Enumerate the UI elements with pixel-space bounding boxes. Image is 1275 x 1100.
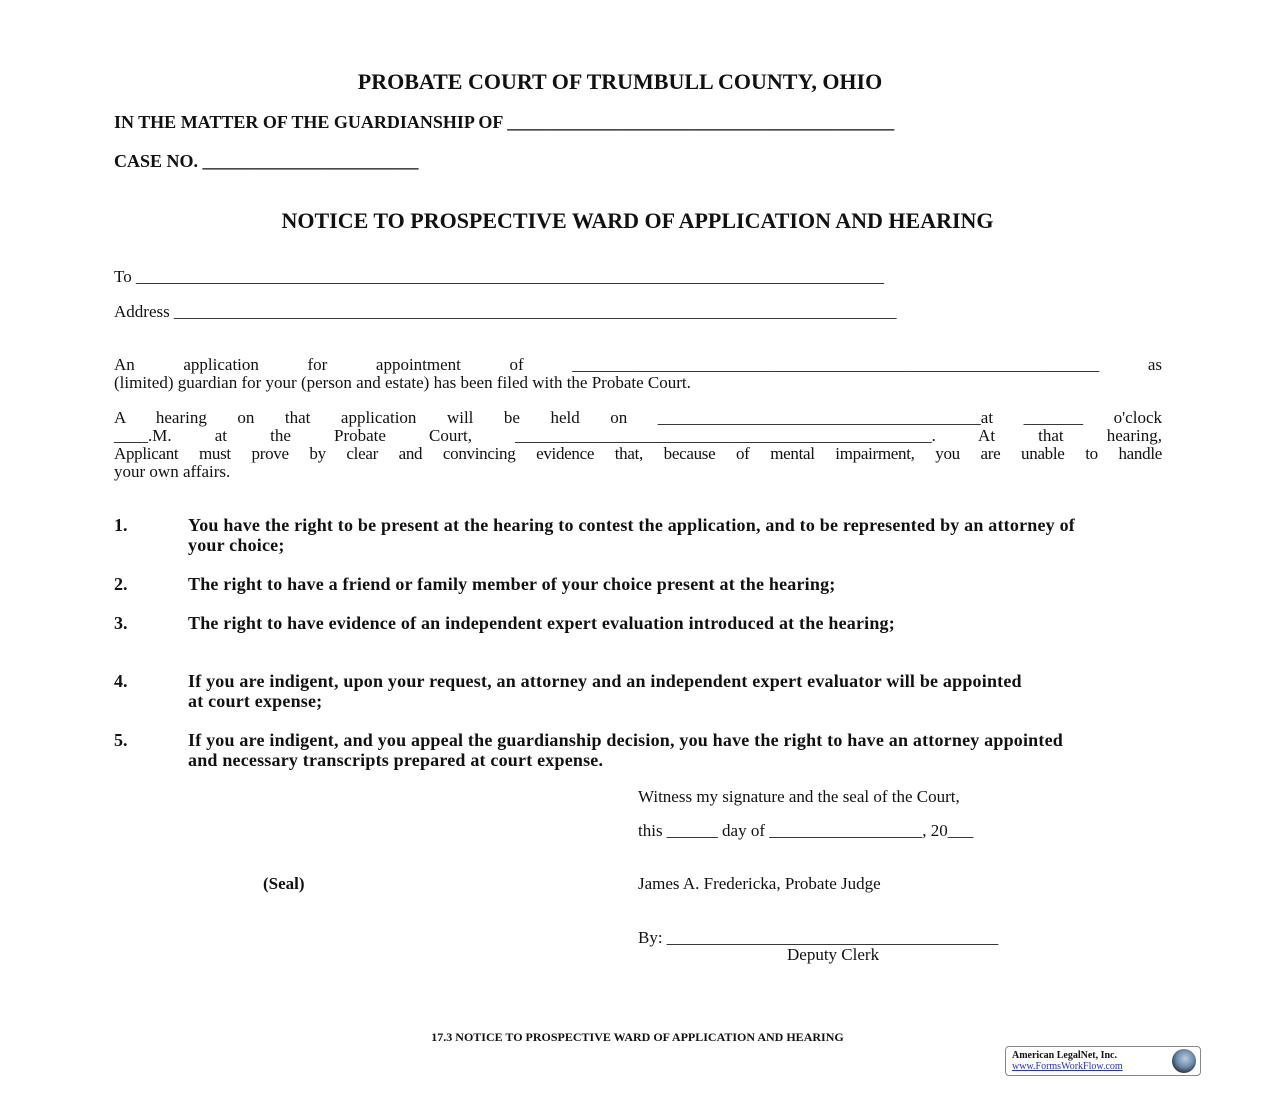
right-text: If you are indigent, upon your request, an attorney and an independent expert evaluator will be appointed at court expense; xyxy=(188,671,1022,711)
right-number: 5. xyxy=(114,730,128,750)
right-number: 4. xyxy=(114,671,128,691)
logo-website-link[interactable]: www.FormsWorkFlow.com xyxy=(1012,1061,1123,1072)
signature-line: By: _______________________________________ xyxy=(638,928,999,947)
right-text: You have the right to be present at the hearing to contest the application, and to be represented by an attorney of your choice; xyxy=(188,515,1075,555)
application-text: (limited) guardian for your (person and estate) has been filed with the Probate Court. xyxy=(114,373,691,392)
right-number: 2. xyxy=(114,574,128,594)
seal-label: (Seal) xyxy=(263,874,305,893)
right-text: The right to have a friend or family member of your choice present at the hearing; xyxy=(188,574,836,594)
guardianship-matter-line: IN THE MATTER OF THE GUARDIANSHIP OF ___________________________________________ xyxy=(114,112,895,132)
globe-icon xyxy=(1172,1049,1196,1073)
logo-company-name: American LegalNet, Inc. xyxy=(1012,1050,1117,1061)
right-text: The right to have evidence of an independent expert evaluation introduced at the hearing; xyxy=(188,613,895,633)
hearing-text: your own affairs. xyxy=(114,462,231,481)
form-footer: 17.3 NOTICE TO PROSPECTIVE WARD OF APPLICATION AND HEARING xyxy=(431,1030,844,1044)
address-line: Address _____________________________________________________________________________________ xyxy=(114,302,897,321)
application-text: An application for appointment of ______________________________________________________________ as xyxy=(114,355,1162,374)
judge-name: James A. Fredericka, Probate Judge xyxy=(638,874,881,893)
right-number: 3. xyxy=(114,613,128,633)
right-number: 1. xyxy=(114,515,128,535)
hearing-text: ____.M. at the Probate Court, _________________________________________________. At that hearing, xyxy=(114,426,1162,445)
hearing-text: A hearing on that application will be held on ______________________________________at _______ o'clock xyxy=(114,408,1162,427)
american-legalnet-logo xyxy=(1005,1046,1201,1076)
date-line: this ______ day of __________________, 20___ xyxy=(638,821,974,840)
witness-text: Witness my signature and the seal of the Court, xyxy=(638,787,960,806)
deputy-clerk-label: Deputy Clerk xyxy=(787,945,880,964)
hearing-text: Applicant must prove by clear and convincing evidence that, because of mental impairment, you are unable to handle xyxy=(114,444,1162,463)
court-heading: PROBATE COURT OF TRUMBULL COUNTY, OHIO xyxy=(357,69,883,94)
to-line: To ________________________________________________________________________________________ xyxy=(114,267,884,286)
case-number-line: CASE NO. ________________________ xyxy=(114,151,419,171)
notice-title: NOTICE TO PROSPECTIVE WARD OF APPLICATION AND HEARING xyxy=(281,208,994,233)
right-text: If you are indigent, and you appeal the guardianship decision, you have the right to have an attorney appointed and necessary transcripts prepared at court expense. xyxy=(188,730,1063,770)
